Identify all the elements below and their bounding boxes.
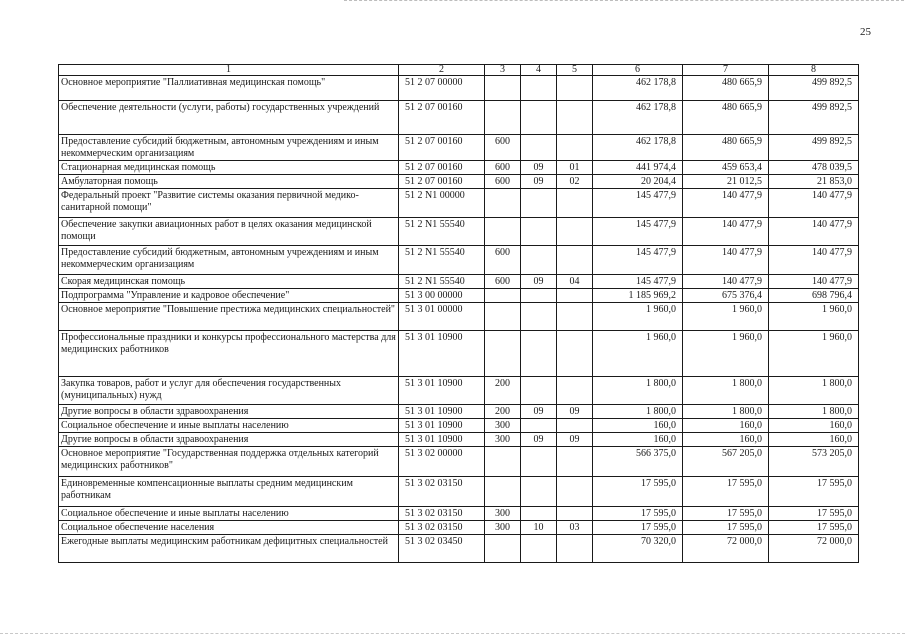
scan-edge-bottom bbox=[0, 633, 905, 635]
row-code-cell: 51 2 N1 55540 bbox=[399, 275, 485, 289]
row-code-cell: 51 2 N1 00000 bbox=[399, 189, 485, 218]
row-value-col8: 698 796,4 bbox=[769, 289, 859, 303]
row-section-cell bbox=[521, 101, 557, 135]
table-header-row bbox=[59, 65, 859, 76]
row-value-col6: 17 595,0 bbox=[593, 507, 683, 521]
row-subsection-cell bbox=[557, 477, 593, 507]
row-section-cell bbox=[521, 331, 557, 377]
table-row bbox=[59, 175, 859, 189]
row-code-cell: 51 3 02 00000 bbox=[399, 447, 485, 477]
table-row bbox=[59, 275, 859, 289]
row-type-cell bbox=[485, 76, 521, 101]
row-value-col8: 140 477,9 bbox=[769, 218, 859, 246]
row-value-col8: 21 853,0 bbox=[769, 175, 859, 189]
row-code-cell: 51 3 01 10900 bbox=[399, 331, 485, 377]
row-value-col8: 17 595,0 bbox=[769, 507, 859, 521]
row-name-cell: Закупка товаров, работ и услуг для обеспечения государственных (муниципальных) нужд bbox=[59, 377, 399, 405]
row-value-col8: 160,0 bbox=[769, 433, 859, 447]
row-value-col6: 566 375,0 bbox=[593, 447, 683, 477]
row-subsection-cell: 01 bbox=[557, 161, 593, 175]
row-type-cell: 600 bbox=[485, 135, 521, 161]
row-subsection-cell: 09 bbox=[557, 405, 593, 419]
table-row bbox=[59, 135, 859, 161]
row-value-col6: 1 960,0 bbox=[593, 331, 683, 377]
row-subsection-cell bbox=[557, 135, 593, 161]
row-section-cell: 09 bbox=[521, 275, 557, 289]
row-value-col6: 441 974,4 bbox=[593, 161, 683, 175]
row-value-col7: 480 665,9 bbox=[683, 101, 769, 135]
row-value-col7: 72 000,0 bbox=[683, 535, 769, 563]
row-section-cell bbox=[521, 135, 557, 161]
row-name-cell: Предоставление субсидий бюджетным, автономным учреждениям и иным некоммерческим организациям bbox=[59, 135, 399, 161]
row-section-cell: 09 bbox=[521, 161, 557, 175]
row-value-col8: 499 892,5 bbox=[769, 135, 859, 161]
table-row bbox=[59, 377, 859, 405]
row-value-col8: 17 595,0 bbox=[769, 477, 859, 507]
row-section-cell bbox=[521, 535, 557, 563]
header-cell: 3 bbox=[485, 65, 521, 76]
row-value-col7: 1 960,0 bbox=[683, 331, 769, 377]
row-section-cell bbox=[521, 218, 557, 246]
header-cell: 6 bbox=[593, 65, 683, 76]
row-value-col6: 17 595,0 bbox=[593, 477, 683, 507]
row-code-cell: 51 3 02 03150 bbox=[399, 477, 485, 507]
row-value-col7: 140 477,9 bbox=[683, 218, 769, 246]
row-section-cell bbox=[521, 377, 557, 405]
table-row bbox=[59, 101, 859, 135]
row-subsection-cell bbox=[557, 331, 593, 377]
row-code-cell: 51 2 07 00000 bbox=[399, 76, 485, 101]
row-type-cell: 200 bbox=[485, 405, 521, 419]
row-subsection-cell bbox=[557, 101, 593, 135]
row-name-cell: Основное мероприятие "Повышение престижа медицинских специальностей" bbox=[59, 303, 399, 331]
row-subsection-cell bbox=[557, 535, 593, 563]
row-value-col7: 21 012,5 bbox=[683, 175, 769, 189]
row-value-col8: 140 477,9 bbox=[769, 275, 859, 289]
page-number: 25 bbox=[860, 26, 871, 38]
row-subsection-cell bbox=[557, 303, 593, 331]
table-row bbox=[59, 433, 859, 447]
table-row bbox=[59, 303, 859, 331]
table-row bbox=[59, 218, 859, 246]
row-type-cell bbox=[485, 331, 521, 377]
row-type-cell bbox=[485, 101, 521, 135]
row-name-cell: Социальное обеспечение и иные выплаты населению bbox=[59, 507, 399, 521]
row-name-cell: Социальное обеспечение и иные выплаты населению bbox=[59, 419, 399, 433]
table-row bbox=[59, 76, 859, 101]
row-section-cell bbox=[521, 447, 557, 477]
row-value-col6: 145 477,9 bbox=[593, 218, 683, 246]
row-value-col6: 1 800,0 bbox=[593, 377, 683, 405]
row-type-cell bbox=[485, 303, 521, 331]
row-section-cell bbox=[521, 419, 557, 433]
row-section-cell bbox=[521, 507, 557, 521]
row-subsection-cell bbox=[557, 189, 593, 218]
row-value-col7: 1 960,0 bbox=[683, 303, 769, 331]
row-section-cell: 09 bbox=[521, 433, 557, 447]
row-value-col6: 145 477,9 bbox=[593, 246, 683, 275]
row-section-cell bbox=[521, 289, 557, 303]
row-value-col6: 17 595,0 bbox=[593, 521, 683, 535]
scan-edge-top bbox=[344, 0, 904, 2]
row-value-col8: 499 892,5 bbox=[769, 76, 859, 101]
row-value-col6: 160,0 bbox=[593, 433, 683, 447]
row-name-cell: Профессиональные праздники и конкурсы профессионального мастерства для медицинских работников bbox=[59, 331, 399, 377]
row-type-cell bbox=[485, 189, 521, 218]
row-section-cell bbox=[521, 477, 557, 507]
table-row bbox=[59, 477, 859, 507]
row-code-cell: 51 2 07 00160 bbox=[399, 135, 485, 161]
row-value-col8: 573 205,0 bbox=[769, 447, 859, 477]
row-code-cell: 51 2 N1 55540 bbox=[399, 246, 485, 275]
row-value-col6: 160,0 bbox=[593, 419, 683, 433]
row-section-cell bbox=[521, 189, 557, 218]
row-subsection-cell bbox=[557, 507, 593, 521]
row-code-cell: 51 3 02 03450 bbox=[399, 535, 485, 563]
row-type-cell bbox=[485, 447, 521, 477]
row-value-col6: 20 204,4 bbox=[593, 175, 683, 189]
row-type-cell: 300 bbox=[485, 507, 521, 521]
row-value-col6: 1 800,0 bbox=[593, 405, 683, 419]
row-code-cell: 51 3 00 00000 bbox=[399, 289, 485, 303]
row-name-cell: Единовременные компенсационные выплаты средним медицинским работникам bbox=[59, 477, 399, 507]
row-subsection-cell bbox=[557, 218, 593, 246]
row-section-cell: 10 bbox=[521, 521, 557, 535]
header-cell: 5 bbox=[557, 65, 593, 76]
row-name-cell: Подпрограмма "Управление и кадровое обеспечение" bbox=[59, 289, 399, 303]
table-row bbox=[59, 331, 859, 377]
row-value-col8: 1 800,0 bbox=[769, 405, 859, 419]
row-subsection-cell: 04 bbox=[557, 275, 593, 289]
row-value-col7: 567 205,0 bbox=[683, 447, 769, 477]
table-row bbox=[59, 447, 859, 477]
row-value-col7: 160,0 bbox=[683, 433, 769, 447]
row-name-cell: Другие вопросы в области здравоохранения bbox=[59, 405, 399, 419]
row-subsection-cell: 02 bbox=[557, 175, 593, 189]
row-value-col8: 140 477,9 bbox=[769, 246, 859, 275]
row-type-cell: 600 bbox=[485, 246, 521, 275]
row-name-cell: Федеральный проект "Развитие системы оказания первичной медико-санитарной помощи" bbox=[59, 189, 399, 218]
row-name-cell: Обеспечение деятельности (услуги, работы) государственных учреждений bbox=[59, 101, 399, 135]
row-type-cell: 600 bbox=[485, 161, 521, 175]
row-value-col7: 459 653,4 bbox=[683, 161, 769, 175]
row-name-cell: Основное мероприятие "Паллиативная медицинская помощь" bbox=[59, 76, 399, 101]
row-value-col7: 1 800,0 bbox=[683, 405, 769, 419]
row-subsection-cell bbox=[557, 377, 593, 405]
row-subsection-cell: 09 bbox=[557, 433, 593, 447]
row-name-cell: Другие вопросы в области здравоохранения bbox=[59, 433, 399, 447]
row-value-col7: 1 800,0 bbox=[683, 377, 769, 405]
row-subsection-cell bbox=[557, 76, 593, 101]
row-value-col6: 462 178,8 bbox=[593, 135, 683, 161]
row-value-col8: 1 960,0 bbox=[769, 331, 859, 377]
row-code-cell: 51 3 02 03150 bbox=[399, 507, 485, 521]
row-code-cell: 51 3 01 10900 bbox=[399, 405, 485, 419]
row-section-cell: 09 bbox=[521, 175, 557, 189]
row-value-col8: 1 960,0 bbox=[769, 303, 859, 331]
table-row bbox=[59, 189, 859, 218]
row-value-col8: 478 039,5 bbox=[769, 161, 859, 175]
row-code-cell: 51 3 01 10900 bbox=[399, 419, 485, 433]
row-name-cell: Ежегодные выплаты медицинским работникам дефицитных специальностей bbox=[59, 535, 399, 563]
row-value-col8: 499 892,5 bbox=[769, 101, 859, 135]
row-value-col7: 17 595,0 bbox=[683, 521, 769, 535]
header-cell: 4 bbox=[521, 65, 557, 76]
row-value-col8: 17 595,0 bbox=[769, 521, 859, 535]
header-cell: 7 bbox=[683, 65, 769, 76]
table-row bbox=[59, 246, 859, 275]
row-value-col7: 17 595,0 bbox=[683, 507, 769, 521]
row-code-cell: 51 3 01 00000 bbox=[399, 303, 485, 331]
row-type-cell: 600 bbox=[485, 175, 521, 189]
row-code-cell: 51 3 01 10900 bbox=[399, 433, 485, 447]
row-code-cell: 51 2 07 00160 bbox=[399, 161, 485, 175]
row-name-cell: Стационарная медицинская помощь bbox=[59, 161, 399, 175]
table-row bbox=[59, 419, 859, 433]
row-type-cell: 600 bbox=[485, 275, 521, 289]
header-cell: 2 bbox=[399, 65, 485, 76]
row-section-cell bbox=[521, 76, 557, 101]
table-row bbox=[59, 161, 859, 175]
row-value-col7: 140 477,9 bbox=[683, 246, 769, 275]
row-code-cell: 51 2 07 00160 bbox=[399, 101, 485, 135]
row-value-col7: 675 376,4 bbox=[683, 289, 769, 303]
row-type-cell bbox=[485, 289, 521, 303]
row-value-col6: 145 477,9 bbox=[593, 189, 683, 218]
row-name-cell: Основное мероприятие "Государственная поддержка отдельных категорий медицинских работников" bbox=[59, 447, 399, 477]
row-section-cell bbox=[521, 246, 557, 275]
row-code-cell: 51 2 07 00160 bbox=[399, 175, 485, 189]
row-type-cell: 300 bbox=[485, 433, 521, 447]
header-cell: 1 bbox=[59, 65, 399, 76]
row-subsection-cell bbox=[557, 447, 593, 477]
row-name-cell: Скорая медицинская помощь bbox=[59, 275, 399, 289]
row-subsection-cell bbox=[557, 289, 593, 303]
row-value-col6: 462 178,8 bbox=[593, 76, 683, 101]
row-value-col6: 1 185 969,2 bbox=[593, 289, 683, 303]
row-value-col7: 480 665,9 bbox=[683, 76, 769, 101]
row-value-col7: 480 665,9 bbox=[683, 135, 769, 161]
table-row bbox=[59, 507, 859, 521]
row-name-cell: Амбулаторная помощь bbox=[59, 175, 399, 189]
row-section-cell bbox=[521, 303, 557, 331]
row-code-cell: 51 2 N1 55540 bbox=[399, 218, 485, 246]
table-row bbox=[59, 405, 859, 419]
row-code-cell: 51 3 01 10900 bbox=[399, 377, 485, 405]
row-type-cell: 300 bbox=[485, 521, 521, 535]
row-value-col8: 160,0 bbox=[769, 419, 859, 433]
row-value-col8: 72 000,0 bbox=[769, 535, 859, 563]
row-type-cell: 200 bbox=[485, 377, 521, 405]
row-value-col6: 145 477,9 bbox=[593, 275, 683, 289]
row-value-col8: 140 477,9 bbox=[769, 189, 859, 218]
row-type-cell bbox=[485, 477, 521, 507]
row-name-cell: Социальное обеспечение населения bbox=[59, 521, 399, 535]
header-cell: 8 bbox=[769, 65, 859, 76]
row-value-col8: 1 800,0 bbox=[769, 377, 859, 405]
table-row bbox=[59, 521, 859, 535]
row-type-cell bbox=[485, 535, 521, 563]
row-type-cell bbox=[485, 218, 521, 246]
row-value-col6: 462 178,8 bbox=[593, 101, 683, 135]
row-code-cell: 51 3 02 03150 bbox=[399, 521, 485, 535]
row-name-cell: Предоставление субсидий бюджетным, автономным учреждениям и иным некоммерческим организациям bbox=[59, 246, 399, 275]
row-subsection-cell bbox=[557, 246, 593, 275]
table-row bbox=[59, 289, 859, 303]
row-type-cell: 300 bbox=[485, 419, 521, 433]
row-value-col6: 1 960,0 bbox=[593, 303, 683, 331]
row-name-cell: Обеспечение закупки авиационных работ в целях оказания медицинской помощи bbox=[59, 218, 399, 246]
budget-table bbox=[58, 64, 859, 563]
row-value-col7: 160,0 bbox=[683, 419, 769, 433]
row-value-col6: 70 320,0 bbox=[593, 535, 683, 563]
row-value-col7: 17 595,0 bbox=[683, 477, 769, 507]
table-row bbox=[59, 535, 859, 563]
row-value-col7: 140 477,9 bbox=[683, 275, 769, 289]
row-section-cell: 09 bbox=[521, 405, 557, 419]
row-subsection-cell bbox=[557, 419, 593, 433]
row-value-col7: 140 477,9 bbox=[683, 189, 769, 218]
row-subsection-cell: 03 bbox=[557, 521, 593, 535]
